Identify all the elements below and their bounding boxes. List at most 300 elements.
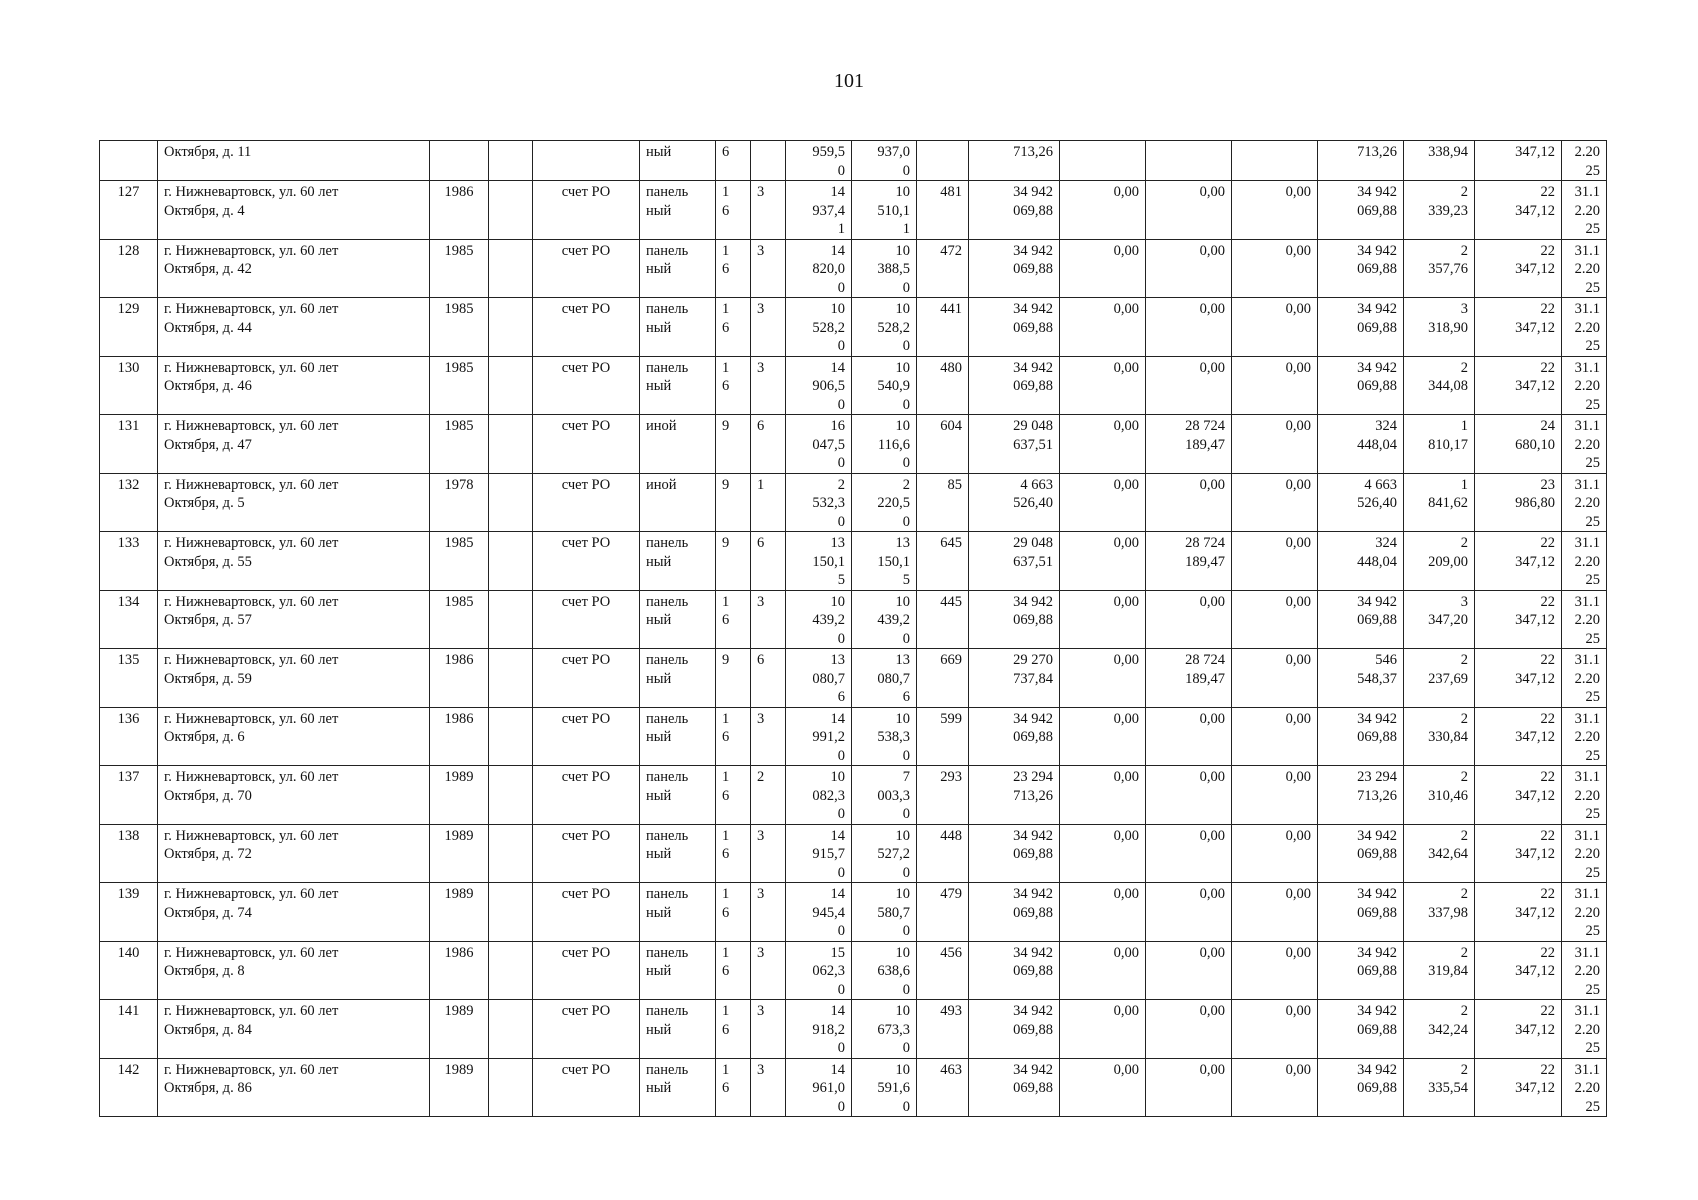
fund-cell-3: 0,00 xyxy=(1232,1000,1318,1059)
living-area-cell xyxy=(852,883,917,942)
wall-material-cell-line: ный xyxy=(646,846,672,862)
total-area-cell-line: 2 xyxy=(837,476,845,493)
empty-cell xyxy=(489,1058,533,1117)
deadline-cell xyxy=(1562,239,1607,298)
own-funds-cell-line: 069,88 xyxy=(1357,378,1397,394)
address-cell xyxy=(158,707,430,766)
wall-material-cell xyxy=(640,707,716,766)
cost-per-m2-cell-line: 342,64 xyxy=(1428,846,1468,862)
total-area-cell-line: 528,2 xyxy=(812,319,845,336)
address-cell-line: Октября, д. 6 xyxy=(164,729,245,745)
cost-per-m2-cell-line: 841,62 xyxy=(1428,495,1468,511)
fund-cell-3 xyxy=(1232,141,1318,181)
wall-material-cell xyxy=(640,239,716,298)
wall-material-cell-line: панель xyxy=(646,301,689,317)
address-cell xyxy=(158,824,430,883)
total-cost-cell xyxy=(969,532,1060,591)
deadline-cell-line: 25 xyxy=(1585,572,1600,588)
residents-cell: 456 xyxy=(917,941,969,1000)
own-funds-cell-line: 34 942 xyxy=(1357,944,1397,961)
deadline-cell-line: 25 xyxy=(1585,513,1600,530)
address-cell-line: Октября, д. 70 xyxy=(164,787,252,804)
total-area-cell-line: 14 xyxy=(830,827,845,844)
address-cell-line: г. Нижневартовск, ул. 60 лет xyxy=(164,535,339,551)
total-area-cell-line: 439,2 xyxy=(812,612,845,628)
living-area-cell xyxy=(852,298,917,357)
floors-cell xyxy=(716,766,751,825)
fund-cell-2-line: 28 724 xyxy=(1185,652,1225,668)
own-funds-cell-line: 526,40 xyxy=(1357,495,1397,511)
year-cell: 1986 xyxy=(430,181,489,240)
wall-material-cell xyxy=(640,883,716,942)
empty-cell xyxy=(489,532,533,591)
living-area-cell-line: 538,3 xyxy=(877,729,910,745)
max-cost-cell-line: 986,80 xyxy=(1515,495,1555,511)
total-cost-cell xyxy=(969,707,1060,766)
year-cell: 1989 xyxy=(430,883,489,942)
fund-cell-2-line: 189,47 xyxy=(1185,670,1225,687)
floors-cell-line: 6 xyxy=(722,378,730,394)
wall-material-cell-line: панель xyxy=(646,593,689,610)
empty-cell xyxy=(489,590,533,649)
floors-cell-line: 9 xyxy=(722,476,730,493)
living-area-cell-line: 527,2 xyxy=(877,846,910,862)
wall-material-cell-line: ный xyxy=(646,1021,672,1038)
wall-material-cell xyxy=(640,590,716,649)
floors-cell xyxy=(716,532,751,591)
max-cost-cell xyxy=(1475,473,1562,532)
residents-cell: 441 xyxy=(917,298,969,357)
floors-cell xyxy=(716,141,751,181)
empty-cell xyxy=(489,239,533,298)
living-area-cell-line: 10 xyxy=(895,827,910,844)
entrances-cell: 3 xyxy=(751,239,786,298)
cost-per-m2-cell-line: 2 xyxy=(1460,1003,1468,1019)
total-area-cell-line: 0 xyxy=(837,338,845,354)
deadline-cell-line: 2.20 xyxy=(1574,729,1600,745)
deadline-cell-line: 2.20 xyxy=(1574,612,1600,628)
living-area-cell xyxy=(852,766,917,825)
max-cost-cell-line: 22 xyxy=(1540,593,1555,610)
deadline-cell-line: 2.20 xyxy=(1574,495,1600,511)
total-area-cell xyxy=(786,239,852,298)
cost-per-m2-cell xyxy=(1404,590,1475,649)
cost-per-m2-cell-line: 337,98 xyxy=(1428,904,1468,921)
floors-cell-line: 6 xyxy=(722,846,730,862)
deadline-cell-line: 31.1 xyxy=(1574,418,1600,434)
address-cell-line: Октября, д. 57 xyxy=(164,612,252,628)
max-cost-cell-line: 347,12 xyxy=(1515,553,1555,570)
own-funds-cell xyxy=(1318,1000,1404,1059)
floors-cell-line: 6 xyxy=(722,1021,730,1038)
deadline-cell-line: 31.1 xyxy=(1574,593,1600,610)
year-cell: 1985 xyxy=(430,356,489,415)
row-number: 140 xyxy=(100,941,158,1000)
floors-cell-line: 6 xyxy=(722,319,730,336)
floors-cell xyxy=(716,473,751,532)
floors-cell-line: 9 xyxy=(722,418,730,434)
table-row xyxy=(100,239,1607,298)
address-cell xyxy=(158,356,430,415)
max-cost-cell xyxy=(1475,590,1562,649)
deadline-cell xyxy=(1562,298,1607,357)
total-cost-cell-line: 069,88 xyxy=(1013,319,1053,336)
row-number: 139 xyxy=(100,883,158,942)
total-area-cell-line: 14 xyxy=(830,184,845,200)
max-cost-cell-line: 347,12 xyxy=(1515,202,1555,219)
own-funds-cell-line: 324 xyxy=(1375,535,1397,551)
living-area-cell-line: 10 xyxy=(895,944,910,961)
total-area-cell-line: 0 xyxy=(837,162,845,179)
max-cost-cell-line: 680,10 xyxy=(1515,436,1555,453)
living-area-cell-line: 0 xyxy=(902,162,910,179)
total-area-cell-line: 14 xyxy=(830,886,845,902)
own-funds-cell-line: 34 942 xyxy=(1357,827,1397,844)
cost-per-m2-cell-line: 1 xyxy=(1460,418,1468,434)
living-area-cell-line: 13 xyxy=(895,652,910,668)
fund-cell-1: 0,00 xyxy=(1060,766,1146,825)
total-area-cell xyxy=(786,473,852,532)
fund-cell-1: 0,00 xyxy=(1060,415,1146,474)
residents-cell: 472 xyxy=(917,239,969,298)
address-cell-line: г. Нижневартовск, ул. 60 лет xyxy=(164,359,339,376)
living-area-cell-line: 2 xyxy=(902,476,910,493)
entrances-cell: 3 xyxy=(751,1058,786,1117)
total-cost-cell xyxy=(969,1000,1060,1059)
address-cell-line: г. Нижневартовск, ул. 60 лет xyxy=(164,769,339,785)
total-area-cell-line: 0 xyxy=(837,396,845,413)
account-cell: счет РО xyxy=(533,941,640,1000)
total-cost-cell-line: 637,51 xyxy=(1013,436,1053,453)
year-cell: 1986 xyxy=(430,941,489,1000)
deadline-cell-line: 31.1 xyxy=(1574,535,1600,551)
total-cost-cell xyxy=(969,415,1060,474)
address-cell xyxy=(158,883,430,942)
fund-cell-2-line: 189,47 xyxy=(1185,553,1225,570)
own-funds-cell-line: 548,37 xyxy=(1357,670,1397,687)
fund-cell-2: 0,00 xyxy=(1146,883,1232,942)
own-funds-cell-line: 23 294 xyxy=(1357,769,1397,785)
fund-cell-1: 0,00 xyxy=(1060,649,1146,708)
fund-cell-1: 0,00 xyxy=(1060,1000,1146,1059)
cost-per-m2-cell xyxy=(1404,766,1475,825)
cost-per-m2-cell-line: 338,94 xyxy=(1428,144,1468,160)
total-area-cell-line: 945,4 xyxy=(812,904,845,921)
wall-material-cell xyxy=(640,941,716,1000)
own-funds-cell-line: 34 942 xyxy=(1357,359,1397,376)
living-area-cell xyxy=(852,181,917,240)
own-funds-cell-line: 34 942 xyxy=(1357,184,1397,200)
own-funds-cell xyxy=(1318,532,1404,591)
row-number: 127 xyxy=(100,181,158,240)
total-cost-cell-line: 34 942 xyxy=(1013,1003,1053,1019)
fund-cell-3: 0,00 xyxy=(1232,649,1318,708)
total-cost-cell-line: 069,88 xyxy=(1013,378,1053,394)
deadline-cell-line: 25 xyxy=(1585,279,1600,296)
max-cost-cell xyxy=(1475,356,1562,415)
fund-cell-2 xyxy=(1146,649,1232,708)
own-funds-cell xyxy=(1318,1058,1404,1117)
total-cost-cell-line: 34 942 xyxy=(1013,242,1053,259)
total-area-cell-line: 0 xyxy=(837,630,845,647)
living-area-cell xyxy=(852,824,917,883)
wall-material-cell-line: ный xyxy=(646,787,672,804)
account-cell: счет РО xyxy=(533,707,640,766)
year-cell: 1989 xyxy=(430,824,489,883)
total-area-cell-line: 14 xyxy=(830,1003,845,1019)
floors-cell-line: 1 xyxy=(722,242,730,259)
account-cell: счет РО xyxy=(533,883,640,942)
empty-cell xyxy=(489,473,533,532)
deadline-cell-line: 2.20 xyxy=(1574,436,1600,453)
total-cost-cell-line: 737,84 xyxy=(1013,670,1053,687)
floors-cell xyxy=(716,1058,751,1117)
living-area-cell-line: 10 xyxy=(895,301,910,317)
own-funds-cell xyxy=(1318,824,1404,883)
account-cell: счет РО xyxy=(533,298,640,357)
total-area-cell-line: 532,3 xyxy=(812,495,845,511)
floors-cell xyxy=(716,883,751,942)
address-cell-line: Октября, д. 44 xyxy=(164,319,252,336)
year-cell: 1985 xyxy=(430,590,489,649)
total-area-cell xyxy=(786,1000,852,1059)
total-cost-cell xyxy=(969,941,1060,1000)
total-cost-cell-line: 526,40 xyxy=(1013,495,1053,511)
own-funds-cell-line: 069,88 xyxy=(1357,612,1397,628)
deadline-cell-line: 25 xyxy=(1585,338,1600,354)
wall-material-cell-line: панель xyxy=(646,184,689,200)
living-area-cell-line: 0 xyxy=(902,1040,910,1056)
year-cell: 1985 xyxy=(430,298,489,357)
deadline-cell-line: 2.20 xyxy=(1574,787,1600,804)
cost-per-m2-cell xyxy=(1404,707,1475,766)
deadline-cell-line: 2.20 xyxy=(1574,846,1600,862)
cost-per-m2-cell-line: 2 xyxy=(1460,944,1468,961)
living-area-cell-line: 10 xyxy=(895,1061,910,1078)
cost-per-m2-cell xyxy=(1404,532,1475,591)
account-cell xyxy=(533,141,640,181)
own-funds-cell xyxy=(1318,239,1404,298)
wall-material-cell-line: панель xyxy=(646,1003,689,1019)
wall-material-cell-line: ный xyxy=(646,261,672,277)
living-area-cell-line: 150,1 xyxy=(877,553,910,570)
fund-cell-3: 0,00 xyxy=(1232,766,1318,825)
row-number: 135 xyxy=(100,649,158,708)
own-funds-cell xyxy=(1318,415,1404,474)
total-cost-cell-line: 637,51 xyxy=(1013,553,1053,570)
total-cost-cell xyxy=(969,766,1060,825)
account-cell: счет РО xyxy=(533,181,640,240)
wall-material-cell-line: ный xyxy=(646,378,672,394)
cost-per-m2-cell-line: 347,20 xyxy=(1428,612,1468,628)
floors-cell-line: 6 xyxy=(722,963,730,979)
total-cost-cell xyxy=(969,590,1060,649)
year-cell: 1986 xyxy=(430,649,489,708)
cost-per-m2-cell xyxy=(1404,473,1475,532)
deadline-cell xyxy=(1562,181,1607,240)
wall-material-cell-line: панель xyxy=(646,359,689,376)
total-area-cell xyxy=(786,883,852,942)
cost-per-m2-cell-line: 3 xyxy=(1460,301,1468,317)
cost-per-m2-cell-line: 2 xyxy=(1460,535,1468,551)
address-cell-line: Октября, д. 86 xyxy=(164,1080,252,1096)
address-cell-line: г. Нижневартовск, ул. 60 лет xyxy=(164,593,339,610)
fund-cell-1: 0,00 xyxy=(1060,473,1146,532)
fund-cell-3: 0,00 xyxy=(1232,707,1318,766)
own-funds-cell-line: 069,88 xyxy=(1357,904,1397,921)
wall-material-cell-line: панель xyxy=(646,944,689,961)
fund-cell-2 xyxy=(1146,415,1232,474)
deadline-cell-line: 31.1 xyxy=(1574,301,1600,317)
max-cost-cell-line: 347,12 xyxy=(1515,904,1555,921)
max-cost-cell xyxy=(1475,824,1562,883)
total-area-cell-line: 082,3 xyxy=(812,787,845,804)
deadline-cell xyxy=(1562,415,1607,474)
address-cell-line: г. Нижневартовск, ул. 60 лет xyxy=(164,1003,339,1019)
total-area-cell-line: 062,3 xyxy=(812,963,845,979)
total-cost-cell-line: 34 942 xyxy=(1013,944,1053,961)
address-cell-line: Октября, д. 5 xyxy=(164,495,245,511)
deadline-cell-line: 25 xyxy=(1585,747,1600,764)
cost-per-m2-cell-line: 357,76 xyxy=(1428,261,1468,277)
address-cell-line: Октября, д. 84 xyxy=(164,1021,252,1038)
total-area-cell xyxy=(786,1058,852,1117)
year-cell: 1986 xyxy=(430,707,489,766)
empty-cell xyxy=(489,883,533,942)
row-number: 137 xyxy=(100,766,158,825)
deadline-cell-line: 31.1 xyxy=(1574,827,1600,844)
row-number: 134 xyxy=(100,590,158,649)
address-cell xyxy=(158,298,430,357)
fund-cell-3: 0,00 xyxy=(1232,356,1318,415)
account-cell: счет РО xyxy=(533,766,640,825)
total-area-cell-line: 937,4 xyxy=(812,202,845,219)
living-area-cell-line: 10 xyxy=(895,710,910,727)
fund-cell-1: 0,00 xyxy=(1060,707,1146,766)
floors-cell-line: 6 xyxy=(722,729,730,745)
fund-cell-3: 0,00 xyxy=(1232,415,1318,474)
wall-material-cell xyxy=(640,298,716,357)
living-area-cell xyxy=(852,356,917,415)
own-funds-cell xyxy=(1318,649,1404,708)
residents-cell: 645 xyxy=(917,532,969,591)
row-number: 131 xyxy=(100,415,158,474)
cost-per-m2-cell xyxy=(1404,298,1475,357)
deadline-cell-line: 2.20 xyxy=(1574,202,1600,219)
floors-cell xyxy=(716,649,751,708)
fund-cell-2: 0,00 xyxy=(1146,1058,1232,1117)
residents-cell: 599 xyxy=(917,707,969,766)
wall-material-cell xyxy=(640,415,716,474)
deadline-cell xyxy=(1562,356,1607,415)
max-cost-cell xyxy=(1475,181,1562,240)
total-area-cell xyxy=(786,941,852,1000)
total-cost-cell-line: 4 663 xyxy=(1020,476,1053,493)
total-cost-cell-line: 34 942 xyxy=(1013,886,1053,902)
fund-cell-2: 0,00 xyxy=(1146,298,1232,357)
address-cell-line: г. Нижневартовск, ул. 60 лет xyxy=(164,418,339,434)
account-cell: счет РО xyxy=(533,473,640,532)
total-area-cell-line: 150,1 xyxy=(812,553,845,570)
deadline-cell-line: 31.1 xyxy=(1574,944,1600,961)
housing-register-table xyxy=(99,140,1607,1117)
total-area-cell-line: 906,5 xyxy=(812,378,845,394)
wall-material-cell xyxy=(640,356,716,415)
living-area-cell-line: 673,3 xyxy=(877,1021,910,1038)
floors-cell-line: 6 xyxy=(722,1080,730,1096)
total-cost-cell-line: 069,88 xyxy=(1013,202,1053,219)
total-cost-cell-line: 34 942 xyxy=(1013,710,1053,727)
total-area-cell-line: 047,5 xyxy=(812,436,845,453)
total-area-cell-line: 918,2 xyxy=(812,1021,845,1038)
own-funds-cell-line: 713,26 xyxy=(1357,787,1397,804)
max-cost-cell xyxy=(1475,141,1562,181)
floors-cell-line: 1 xyxy=(722,886,730,902)
max-cost-cell-line: 347,12 xyxy=(1515,963,1555,979)
living-area-cell xyxy=(852,415,917,474)
total-cost-cell-line: 069,88 xyxy=(1013,612,1053,628)
total-cost-cell xyxy=(969,883,1060,942)
floors-cell xyxy=(716,1000,751,1059)
wall-material-cell-line: ный xyxy=(646,612,672,628)
own-funds-cell-line: 34 942 xyxy=(1357,710,1397,727)
wall-material-cell xyxy=(640,181,716,240)
entrances-cell: 3 xyxy=(751,298,786,357)
own-funds-cell-line: 448,04 xyxy=(1357,553,1397,570)
total-area-cell-line: 14 xyxy=(830,242,845,259)
total-area-cell xyxy=(786,356,852,415)
address-cell-line: Октября, д. 8 xyxy=(164,963,245,979)
wall-material-cell-line: ный xyxy=(646,1080,672,1096)
living-area-cell-line: 0 xyxy=(902,806,910,822)
floors-cell xyxy=(716,415,751,474)
total-area-cell-line: 6 xyxy=(837,689,845,705)
address-cell-line: Октября, д. 42 xyxy=(164,261,252,277)
account-cell: счет РО xyxy=(533,415,640,474)
living-area-cell-line: 0 xyxy=(902,455,910,471)
living-area-cell xyxy=(852,590,917,649)
max-cost-cell-line: 347,12 xyxy=(1515,1021,1555,1038)
fund-cell-3: 0,00 xyxy=(1232,239,1318,298)
total-cost-cell xyxy=(969,298,1060,357)
total-cost-cell-line: 069,88 xyxy=(1013,729,1053,745)
row-number: 142 xyxy=(100,1058,158,1117)
living-area-cell xyxy=(852,473,917,532)
fund-cell-3: 0,00 xyxy=(1232,941,1318,1000)
floors-cell-line: 6 xyxy=(722,787,730,804)
deadline-cell-line: 2.20 xyxy=(1574,553,1600,570)
address-cell xyxy=(158,473,430,532)
table-row xyxy=(100,356,1607,415)
fund-cell-1: 0,00 xyxy=(1060,883,1146,942)
account-cell: счет РО xyxy=(533,1000,640,1059)
address-cell-line: г. Нижневартовск, ул. 60 лет xyxy=(164,827,339,844)
floors-cell-line: 6 xyxy=(722,202,730,219)
max-cost-cell-line: 347,12 xyxy=(1515,1080,1555,1096)
table-row xyxy=(100,473,1607,532)
max-cost-cell xyxy=(1475,766,1562,825)
total-cost-cell-line: 713,26 xyxy=(1013,787,1053,804)
deadline-cell-line: 31.1 xyxy=(1574,184,1600,200)
cost-per-m2-cell-line: 810,17 xyxy=(1428,436,1468,453)
cost-per-m2-cell-line: 2 xyxy=(1460,886,1468,902)
cost-per-m2-cell-line: 342,24 xyxy=(1428,1021,1468,1038)
living-area-cell-line: 13 xyxy=(895,535,910,551)
deadline-cell xyxy=(1562,883,1607,942)
address-cell-line: г. Нижневартовск, ул. 60 лет xyxy=(164,476,339,493)
living-area-cell-line: 591,6 xyxy=(877,1080,910,1096)
deadline-cell-line: 25 xyxy=(1585,689,1600,705)
